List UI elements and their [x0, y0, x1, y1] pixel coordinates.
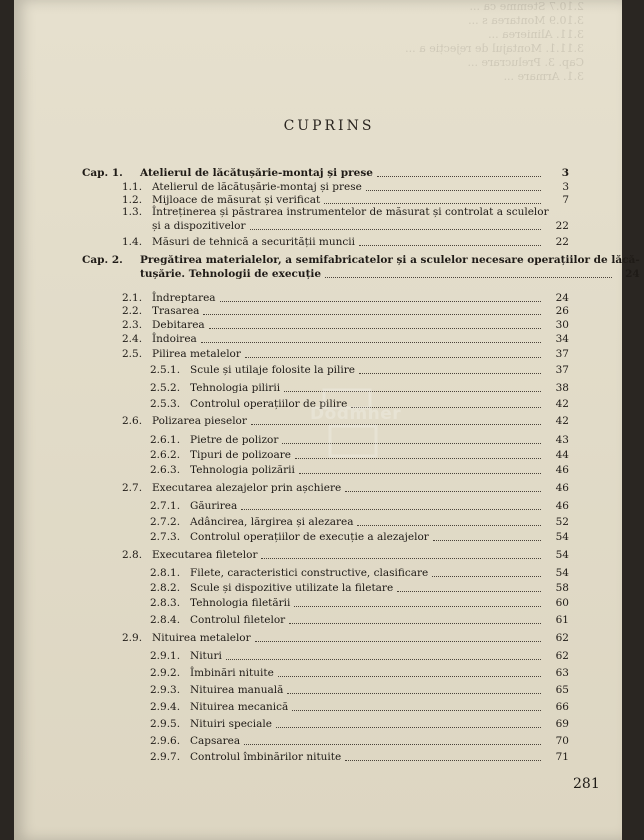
toc-leader-dots: [295, 458, 541, 459]
bleed-through-line: 3.11.1. Montajul de rejecție a ...: [405, 42, 584, 55]
toc-entry-title: Măsuri de tehnică a securității muncii: [152, 236, 355, 248]
toc-leader-dots: [276, 727, 541, 728]
toc-entry: [122, 332, 569, 346]
toc-entry-page: 37: [555, 364, 569, 376]
toc-entry: [122, 481, 569, 495]
toc-leader-dots: [203, 314, 541, 315]
toc-entry-number: 2.6.3.: [150, 464, 181, 476]
toc-entry-page: 42: [555, 398, 569, 410]
toc-entry-title: Nituirea manuală: [190, 684, 284, 696]
toc-entry-title: Găurirea: [190, 500, 238, 512]
toc-entry-title: Capsarea: [190, 735, 241, 747]
toc-leader-dots: [241, 509, 541, 510]
toc-entry: [150, 683, 569, 697]
toc-entry-number: 2.7.2.: [150, 516, 181, 528]
toc-entry: [150, 581, 569, 595]
toc-entry-page: 46: [555, 482, 569, 494]
toc-entry-number: 2.6.2.: [150, 449, 181, 461]
toc-entry-page: 60: [555, 597, 569, 609]
toc-entry-page: 62: [555, 632, 569, 644]
toc-entry: [150, 499, 569, 513]
toc-entry-title: Nituirea metalelor: [152, 632, 251, 644]
toc-entry-number: Cap. 1.: [82, 167, 123, 179]
toc-entry-page: 63: [555, 667, 569, 679]
toc-leader-dots: [366, 190, 541, 191]
toc-entry: [122, 180, 569, 194]
toc-entry-number: 2.9.4.: [150, 701, 181, 713]
toc-leader-dots: [432, 576, 541, 577]
toc-entry-title: Adâncirea, lărgirea și alezarea: [190, 516, 354, 528]
toc-leader-dots: [226, 659, 541, 660]
toc-entry-number: 2.9.1.: [150, 650, 181, 662]
toc-entry-title: Controlul filetelor: [190, 614, 286, 626]
toc-leader-dots: [209, 328, 541, 329]
toc-entry-title: Scule și utilaje folosite la pilire: [190, 364, 355, 376]
toc-entry-title: Executarea alezajelor prin așchiere: [152, 482, 342, 494]
toc-entry-number: 2.9.: [122, 632, 143, 644]
toc-leader-dots: [357, 525, 541, 526]
toc-entry: [122, 205, 569, 233]
toc-entry-page: 43: [555, 434, 569, 446]
toc-entry-title: Pietre de polizor: [190, 434, 279, 446]
toc-leader-dots: [324, 203, 541, 204]
toc-leader-dots: [325, 277, 612, 278]
toc-entry-number: 2.5.2.: [150, 382, 181, 394]
toc-entry-page: 46: [555, 500, 569, 512]
toc-entry: [150, 381, 569, 395]
toc-entry: [150, 666, 569, 680]
toc-entry-page: 34: [555, 333, 569, 345]
toc-entry: [82, 253, 640, 281]
toc-entry-title: Controlul operațiilor de pilire: [190, 398, 348, 410]
toc-entry-title: Filete, caracteristici constructive, clasificare: [190, 567, 429, 579]
page-number: 281: [573, 776, 600, 792]
toc-entry-number: 2.8.: [122, 549, 143, 561]
bleed-through-line: Cap. 3. Prelucrare ...: [467, 56, 584, 69]
toc-entry: [150, 463, 569, 477]
toc-entry-page: 71: [555, 751, 569, 763]
toc-entry: [122, 318, 569, 332]
toc-entry-number: 2.7.: [122, 482, 143, 494]
toc-entry-number: 2.7.3.: [150, 531, 181, 543]
toc-entry-page: 46: [555, 464, 569, 476]
toc-entry-page: 66: [555, 701, 569, 713]
toc-leader-dots: [244, 744, 541, 745]
toc-entry: [82, 166, 569, 180]
toc-entry-page: 54: [555, 549, 569, 561]
toc-entry-page: 3: [562, 181, 569, 193]
toc-entry-number: 1.1.: [122, 181, 143, 193]
toc-entry-number: 2.5.3.: [150, 398, 181, 410]
toc-entry-page: 65: [555, 684, 569, 696]
toc-entry: [150, 530, 569, 544]
toc-leader-dots: [261, 558, 541, 559]
toc-leader-dots: [359, 373, 541, 374]
toc-entry: [122, 631, 569, 645]
toc-entry-page: 42: [555, 415, 569, 427]
toc-entry-number: 2.9.3.: [150, 684, 181, 696]
toc-entry-title: Debitarea: [152, 319, 205, 331]
toc-entry-number: 2.9.6.: [150, 735, 181, 747]
toc-leader-dots: [255, 641, 541, 642]
toc-entry-title: Tipuri de polizoare: [190, 449, 291, 461]
toc-entry: [122, 347, 569, 361]
toc-entry-page: 24: [625, 268, 640, 280]
toc-entry-number: 2.4.: [122, 333, 143, 345]
toc-entry: [122, 548, 569, 562]
bleed-through-line: 2.10.7 Stemme ca ...: [469, 0, 584, 13]
toc-entry-number: 2.8.4.: [150, 614, 181, 626]
page-title: CUPRINS: [283, 118, 375, 134]
toc-leader-dots: [201, 342, 541, 343]
toc-entry-page: 70: [555, 735, 569, 747]
toc-leader-dots: [397, 591, 541, 592]
toc-entry-page: 30: [555, 319, 569, 331]
toc-entry-title: Atelierul de lăcătușărie-montaj și prese: [152, 181, 362, 193]
toc-entry-number: 2.5.: [122, 348, 143, 360]
toc-entry: [150, 566, 569, 580]
toc-entry-number: 2.3.: [122, 319, 143, 331]
toc-entry-title: Polizarea pieselor: [152, 415, 247, 427]
toc-entry: [122, 304, 569, 318]
toc-entry: [150, 397, 569, 411]
toc-leader-dots: [284, 391, 541, 392]
toc-entry: [150, 448, 569, 462]
toc-entry-number: 2.8.1.: [150, 567, 181, 579]
toc-leader-dots: [359, 245, 541, 246]
toc-entry-page: 54: [555, 567, 569, 579]
toc-entry-title: Trasarea: [152, 305, 200, 317]
toc-entry: [150, 649, 569, 663]
toc-entry-title: Pregătirea materialelor, a semifabricatelor și a sculelor necesare operațiilor de lăcă-: [140, 254, 640, 266]
toc-entry-title: Tehnologia pilirii: [190, 382, 281, 394]
toc-entry-title: Îmbinări nituite: [190, 667, 274, 679]
toc-entry-number: 2.2.: [122, 305, 143, 317]
toc-entry-number: 2.9.5.: [150, 718, 181, 730]
toc-entry-title: Nituirea mecanică: [190, 701, 289, 713]
toc-leader-dots: [345, 760, 541, 761]
toc-entry-page: 22: [555, 236, 569, 248]
book-page: [14, 0, 640, 840]
toc-entry-number: 2.6.: [122, 415, 143, 427]
toc-entry-page: 22: [555, 220, 569, 232]
toc-entry-page: 54: [555, 531, 569, 543]
toc-entry-number: 2.9.2.: [150, 667, 181, 679]
toc-entry-page: 61: [555, 614, 569, 626]
toc-leader-dots: [294, 606, 541, 607]
toc-leader-dots: [292, 710, 541, 711]
toc-entry-title: Scule și dispozitive utilizate la filetare: [190, 582, 394, 594]
toc-entry-number: 2.5.1.: [150, 364, 181, 376]
toc-entry: [150, 734, 569, 748]
toc-entry-title: Executarea filetelor: [152, 549, 258, 561]
toc-entry-page: 26: [555, 305, 569, 317]
toc-entry-page: 69: [555, 718, 569, 730]
toc-entry-title: Întreținerea și păstrarea instrumentelor de măsurat și controlat a sculelor: [152, 206, 549, 218]
toc-entry-title: Pilirea metalelor: [152, 348, 241, 360]
toc-entry-number: 1.4.: [122, 236, 143, 248]
toc-entry-page: 3: [561, 167, 569, 179]
toc-entry-page: 24: [555, 292, 569, 304]
toc-leader-dots: [289, 623, 541, 624]
toc-entry: [150, 515, 569, 529]
toc-leader-dots: [251, 424, 541, 425]
toc-entry-number: Cap. 2.: [82, 254, 123, 266]
toc-entry-page: 7: [562, 194, 569, 206]
toc-leader-dots: [345, 491, 541, 492]
toc-entry-number: 1.2.: [122, 194, 143, 206]
toc-entry-title: Controlul operațiilor de execuție a alezajelor: [190, 531, 429, 543]
toc-leader-dots: [220, 301, 541, 302]
toc-entry: [150, 717, 569, 731]
toc-leader-dots: [250, 229, 541, 230]
toc-entry-page: 38: [555, 382, 569, 394]
toc-entry-page: 62: [555, 650, 569, 662]
toc-entry-title: Tehnologia filetării: [190, 597, 291, 609]
bleed-through-text: [44, 0, 584, 84]
toc-leader-dots: [433, 540, 541, 541]
toc-entry: [150, 363, 569, 377]
toc-leader-dots: [299, 473, 541, 474]
toc-entry-number: 2.6.1.: [150, 434, 181, 446]
toc-entry-title: Atelierul de lăcătușărie-montaj și prese: [140, 167, 373, 179]
toc-leader-dots: [278, 676, 541, 677]
toc-entry-title: Îndreptarea: [152, 292, 216, 304]
toc-entry-number: 2.7.1.: [150, 500, 181, 512]
toc-leader-dots: [245, 357, 541, 358]
toc-entry: [150, 750, 569, 764]
toc-entry: [150, 613, 569, 627]
watermark-text: Dodmner: [310, 404, 402, 424]
toc-leader-dots: [377, 176, 541, 177]
toc-entry: [122, 291, 569, 305]
toc-entry-title: Controlul îmbinărilor nituite: [190, 751, 342, 763]
toc-entry-number: 2.8.2.: [150, 582, 181, 594]
toc-entry-title: Nituiri speciale: [190, 718, 272, 730]
toc-entry-number: 2.8.3.: [150, 597, 181, 609]
toc-entry-page: 44: [555, 449, 569, 461]
toc-entry: [150, 596, 569, 610]
toc-entry-title: Îndoirea: [152, 333, 197, 345]
toc-entry-title-continued: tușărie. Tehnologii de execuție: [140, 268, 322, 280]
bleed-through-line: 3.10.9 Montarea s ...: [468, 14, 584, 27]
toc-entry: [150, 700, 569, 714]
toc-entry-title: Nituri: [190, 650, 222, 662]
toc-leader-dots: [351, 407, 541, 408]
toc-entry: [122, 414, 569, 428]
toc-entry: [122, 235, 569, 249]
toc-entry-page: 37: [555, 348, 569, 360]
toc-leader-dots: [287, 693, 541, 694]
toc-leader-dots: [282, 443, 541, 444]
toc-entry-title: Mijloace de măsurat și verificat: [152, 194, 321, 206]
toc-entry-number: 1.3.: [122, 206, 143, 218]
bleed-through-line: 3.11. Alinierea ...: [488, 28, 584, 41]
bleed-through-line: 3.1. Armare ...: [503, 70, 584, 83]
toc-entry-page: 52: [555, 516, 569, 528]
toc-entry-number: 2.9.7.: [150, 751, 181, 763]
toc-entry: [150, 433, 569, 447]
toc-entry-page: 58: [555, 582, 569, 594]
toc-entry-title-continued: și a dispozitivelor: [152, 220, 246, 232]
toc-entry-title: Tehnologia polizării: [190, 464, 295, 476]
toc-entry-number: 2.1.: [122, 292, 143, 304]
